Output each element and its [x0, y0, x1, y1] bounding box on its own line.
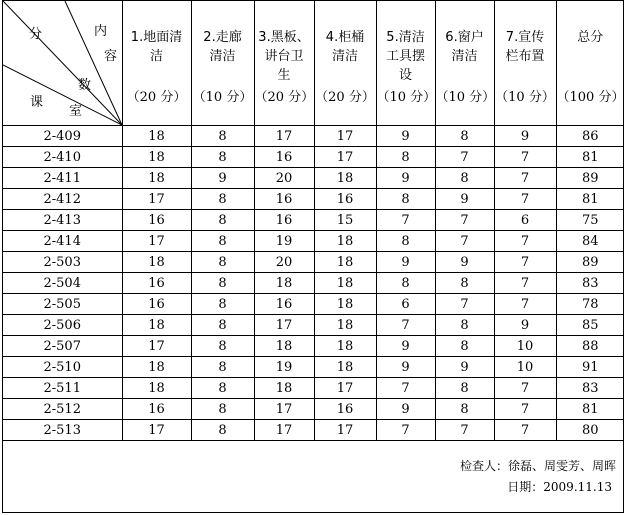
classroom-cell: 2-414: [3, 231, 122, 252]
score-cell: 18: [122, 357, 191, 378]
score-cell: 9: [435, 252, 494, 273]
score-cell: 16: [122, 294, 191, 315]
table-row: [3, 294, 624, 315]
column-name-line: 2.走廊: [203, 30, 242, 45]
score-cell: 7: [494, 399, 556, 420]
inspector-names: 检查人：徐磊、周雯芳、周晖: [459, 459, 616, 473]
column-name-line: 清洁: [209, 49, 236, 64]
total-score-cell: 80: [556, 420, 624, 441]
score-cell: 9: [376, 126, 435, 147]
column-header-3: [254, 1, 314, 126]
column-name-line: 生: [277, 68, 291, 83]
column-name-line: 5.清洁: [386, 30, 425, 45]
score-cell: 8: [191, 147, 254, 168]
score-cell: 18: [254, 378, 314, 399]
column-points: （10 分）: [435, 90, 496, 105]
score-cell: 7: [435, 210, 494, 231]
table-row: [3, 231, 624, 252]
table-row: [3, 399, 624, 420]
total-score-cell: 83: [556, 378, 624, 399]
score-cell: 18: [122, 315, 191, 336]
score-cell: 8: [191, 273, 254, 294]
score-cell: 8: [191, 336, 254, 357]
column-header-4: [314, 1, 376, 126]
column-header-5: [376, 1, 435, 126]
score-cell: 16: [314, 399, 376, 420]
score-cell: 7: [494, 168, 556, 189]
table-row: [3, 378, 624, 399]
column-name: [436, 1, 494, 66]
column-points: （20 分）: [254, 90, 315, 105]
score-table: [3, 1, 624, 441]
score-cell: 7: [376, 315, 435, 336]
score-cell: 19: [254, 357, 314, 378]
column-name: [255, 1, 314, 85]
column-header-8: [556, 1, 624, 126]
score-cell: 7: [376, 210, 435, 231]
corner-label-fen: 分: [29, 27, 43, 42]
score-cell: 8: [376, 189, 435, 210]
column-points: （10 分）: [376, 90, 437, 105]
classroom-cell: 2-507: [3, 336, 122, 357]
column-points: （10 分）: [495, 90, 555, 105]
score-cell: 7: [435, 147, 494, 168]
classroom-cell: 2-413: [3, 210, 122, 231]
score-cell: 18: [254, 336, 314, 357]
corner-label-shi: 室: [69, 104, 83, 119]
score-cell: 9: [494, 315, 556, 336]
score-cell: 8: [191, 210, 254, 231]
score-cell: 9: [376, 357, 435, 378]
total-score-cell: 83: [556, 273, 624, 294]
score-cell: 8: [435, 168, 494, 189]
score-cell: 18: [314, 252, 376, 273]
score-cell: 8: [191, 357, 254, 378]
table-row: [3, 168, 624, 189]
score-cell: 18: [122, 147, 191, 168]
score-cell: 18: [314, 357, 376, 378]
column-name-line: 4.柜桶: [325, 30, 365, 45]
column-name-line: 1.地面清: [130, 30, 183, 45]
total-score-cell: 81: [556, 399, 624, 420]
score-cell: 18: [254, 273, 314, 294]
score-cell: 9: [494, 126, 556, 147]
classroom-cell: 2-513: [3, 420, 122, 441]
corner-label-ke: 课: [30, 95, 44, 110]
total-score-cell: 88: [556, 336, 624, 357]
score-cell: 19: [254, 231, 314, 252]
score-cell: 8: [435, 273, 494, 294]
column-name-line: 总分: [577, 30, 604, 45]
table-row: [3, 273, 624, 294]
score-cell: 7: [376, 378, 435, 399]
score-cell: 17: [122, 420, 191, 441]
table-row: [3, 126, 624, 147]
column-points: （20 分）: [126, 90, 187, 105]
classroom-cell: 2-411: [3, 168, 122, 189]
column-name-line: 3.黑板、: [258, 30, 310, 45]
column-header-6: [435, 1, 494, 126]
total-score-cell: 86: [556, 126, 624, 147]
total-score-cell: 89: [556, 168, 624, 189]
score-cell: 18: [122, 378, 191, 399]
table-row: [3, 420, 624, 441]
score-cell: 16: [314, 189, 376, 210]
column-name-line: 清洁: [331, 49, 358, 64]
classroom-cell: 2-510: [3, 357, 122, 378]
classroom-cell: 2-504: [3, 273, 122, 294]
score-cell: 17: [122, 336, 191, 357]
score-cell: 18: [314, 168, 376, 189]
score-cell: 8: [191, 378, 254, 399]
score-cell: 8: [435, 399, 494, 420]
score-cell: 17: [314, 147, 376, 168]
column-header-1: [122, 1, 191, 126]
diagonal-header-cell: [3, 1, 122, 126]
column-name: [557, 1, 625, 47]
score-cell: 8: [191, 231, 254, 252]
score-cell: 8: [376, 147, 435, 168]
column-points: （100 分）: [556, 90, 625, 105]
score-cell: 18: [122, 252, 191, 273]
column-name-line: 工具摆: [385, 49, 425, 64]
score-cell: 17: [254, 399, 314, 420]
column-name: [192, 1, 254, 66]
score-cell: 18: [314, 315, 376, 336]
classroom-cell: 2-505: [3, 294, 122, 315]
column-name: [315, 1, 376, 66]
score-cell: 17: [254, 420, 314, 441]
score-cell: 18: [314, 294, 376, 315]
table-row: [3, 336, 624, 357]
column-name-line: 洁: [149, 49, 163, 64]
score-cell: 17: [254, 126, 314, 147]
score-cell: 9: [376, 168, 435, 189]
score-cell: 7: [435, 231, 494, 252]
column-name-line: 清洁: [451, 49, 478, 64]
score-cell: 7: [494, 147, 556, 168]
classroom-cell: 2-503: [3, 252, 122, 273]
total-score-cell: 89: [556, 252, 624, 273]
classroom-cell: 2-506: [3, 315, 122, 336]
score-cell: 7: [494, 378, 556, 399]
score-cell: 8: [191, 189, 254, 210]
score-cell: 8: [376, 231, 435, 252]
total-score-cell: 85: [556, 315, 624, 336]
corner-label-shu: 数: [78, 78, 92, 93]
score-cell: 9: [435, 189, 494, 210]
classroom-cell: 2-409: [3, 126, 122, 147]
score-cell: 9: [191, 168, 254, 189]
total-score-cell: 81: [556, 147, 624, 168]
total-score-cell: 78: [556, 294, 624, 315]
score-cell: 6: [376, 294, 435, 315]
score-cell: 16: [122, 399, 191, 420]
score-cell: 10: [494, 357, 556, 378]
score-cell: 9: [376, 252, 435, 273]
column-name-line: 7.宣传: [505, 30, 545, 45]
total-score-cell: 91: [556, 357, 624, 378]
table-row: [3, 357, 624, 378]
score-cell: 6: [494, 210, 556, 231]
column-name-line: 讲台卫: [264, 49, 304, 64]
column-header-7: [494, 1, 556, 126]
score-cell: 8: [191, 420, 254, 441]
total-score-cell: 81: [556, 189, 624, 210]
score-cell: 8: [435, 378, 494, 399]
score-cell: 20: [254, 252, 314, 273]
score-cell: 7: [494, 252, 556, 273]
column-name: [377, 1, 435, 85]
classroom-cell: 2-512: [3, 399, 122, 420]
column-name: [495, 1, 556, 66]
table-row: [3, 315, 624, 336]
score-cell: 8: [191, 399, 254, 420]
column-name-line: 6.窗户: [445, 30, 484, 45]
date-value: 2009.11.13: [543, 480, 612, 494]
score-cell: 7: [494, 273, 556, 294]
table-row: [3, 189, 624, 210]
classroom-cell: 2-410: [3, 147, 122, 168]
score-cell: 18: [314, 273, 376, 294]
score-cell: 18: [122, 126, 191, 147]
score-cell: 9: [376, 336, 435, 357]
score-cell: 8: [191, 126, 254, 147]
score-cell: 20: [254, 168, 314, 189]
score-cell: 8: [191, 315, 254, 336]
score-cell: 7: [435, 420, 494, 441]
score-cell: 7: [435, 294, 494, 315]
score-cell: 9: [435, 357, 494, 378]
inspection-date: [507, 478, 612, 495]
table-row: [3, 252, 624, 273]
score-cell: 8: [435, 126, 494, 147]
score-cell: 9: [376, 399, 435, 420]
score-cell: 8: [376, 273, 435, 294]
score-cell: 16: [254, 189, 314, 210]
score-sheet: [2, 0, 624, 513]
total-score-cell: 84: [556, 231, 624, 252]
column-points: （20 分）: [315, 90, 375, 105]
score-cell: 17: [122, 231, 191, 252]
score-cell: 10: [494, 336, 556, 357]
column-points: （10 分）: [192, 90, 253, 105]
score-cell: 8: [435, 315, 494, 336]
score-cell: 18: [314, 231, 376, 252]
score-cell: 7: [494, 294, 556, 315]
score-cell: 7: [376, 420, 435, 441]
score-cell: 8: [191, 252, 254, 273]
classroom-cell: 2-511: [3, 378, 122, 399]
score-cell: 17: [122, 189, 191, 210]
header-row: [3, 1, 624, 126]
score-cell: 16: [122, 210, 191, 231]
score-cell: 17: [314, 420, 376, 441]
score-cell: 15: [314, 210, 376, 231]
score-cell: 16: [254, 210, 314, 231]
column-name-line: 设: [398, 68, 412, 83]
score-cell: 16: [122, 273, 191, 294]
corner-label-nei: 内: [94, 24, 108, 39]
score-cell: 8: [191, 294, 254, 315]
score-cell: 7: [494, 420, 556, 441]
column-name-line: 栏布置: [505, 49, 545, 64]
score-cell: 16: [254, 147, 314, 168]
table-row: [3, 147, 624, 168]
score-cell: 7: [494, 189, 556, 210]
date-label: 日期：: [507, 480, 544, 494]
column-header-2: [191, 1, 254, 126]
score-cell: 16: [254, 294, 314, 315]
score-cell: 17: [314, 126, 376, 147]
total-score-cell: 75: [556, 210, 624, 231]
score-cell: 18: [314, 336, 376, 357]
score-cell: 18: [122, 168, 191, 189]
score-cell: 7: [494, 231, 556, 252]
column-name: [123, 1, 191, 66]
table-row: [3, 210, 624, 231]
score-cell: 17: [254, 315, 314, 336]
score-cell: 17: [314, 378, 376, 399]
classroom-cell: 2-412: [3, 189, 122, 210]
corner-label-rong: 容: [104, 49, 118, 64]
score-cell: 8: [435, 336, 494, 357]
